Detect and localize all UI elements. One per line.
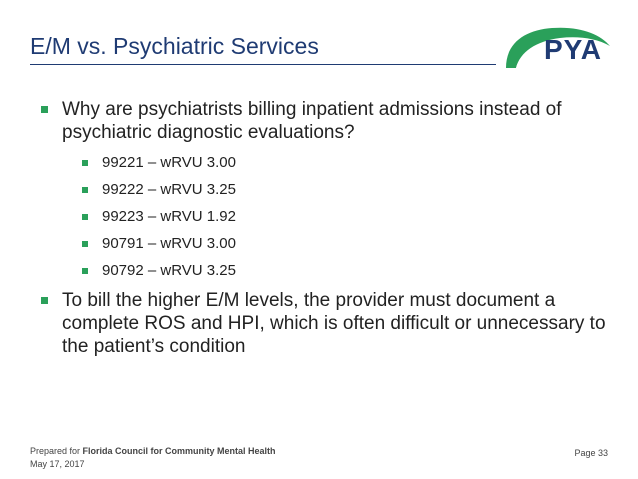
code-text: 90791 – wRVU 3.00 (102, 235, 236, 252)
square-bullet-icon (82, 160, 88, 166)
code-text: 99223 – wRVU 1.92 (102, 208, 236, 225)
footer-date: May 17, 2017 (30, 459, 85, 469)
code-text: 90792 – wRVU 3.25 (102, 262, 236, 279)
slide-title: E/M vs. Psychiatric Services (30, 33, 319, 59)
code-text: 99221 – wRVU 3.00 (102, 154, 236, 171)
square-bullet-icon (41, 297, 48, 304)
logo-text: PYA (544, 34, 603, 65)
square-bullet-icon (82, 241, 88, 247)
bullet-text: To bill the higher E/M levels, the provider must document a complete ROS and HPI, which is often difficult or unnecessary to the patient’s condition (62, 290, 606, 357)
bullet-list (40, 98, 610, 358)
bullet-item-em-levels (40, 289, 610, 358)
bullet-item-billing-question (40, 98, 610, 280)
list-item (62, 181, 610, 199)
list-item (62, 154, 610, 172)
bullet-text: Why are psychiatrists billing inpatient admissions instead of psychiatric diagnostic evaluations? (62, 99, 562, 143)
title-divider (30, 64, 496, 65)
code-text: 99222 – wRVU 3.25 (102, 181, 236, 198)
footer-info (30, 445, 276, 471)
footer-prepared-prefix: Prepared for (30, 446, 81, 456)
footer-prepared-line (30, 445, 276, 458)
list-item (62, 235, 610, 253)
square-bullet-icon (82, 187, 88, 193)
footer-organization: Florida Council for Community Mental Health (82, 446, 276, 456)
square-bullet-icon (41, 106, 48, 113)
pya-logo (500, 24, 612, 70)
list-item (62, 262, 610, 280)
code-list (62, 154, 610, 280)
square-bullet-icon (82, 268, 88, 274)
page-number: Page 33 (574, 448, 608, 458)
list-item (62, 208, 610, 226)
square-bullet-icon (82, 214, 88, 220)
